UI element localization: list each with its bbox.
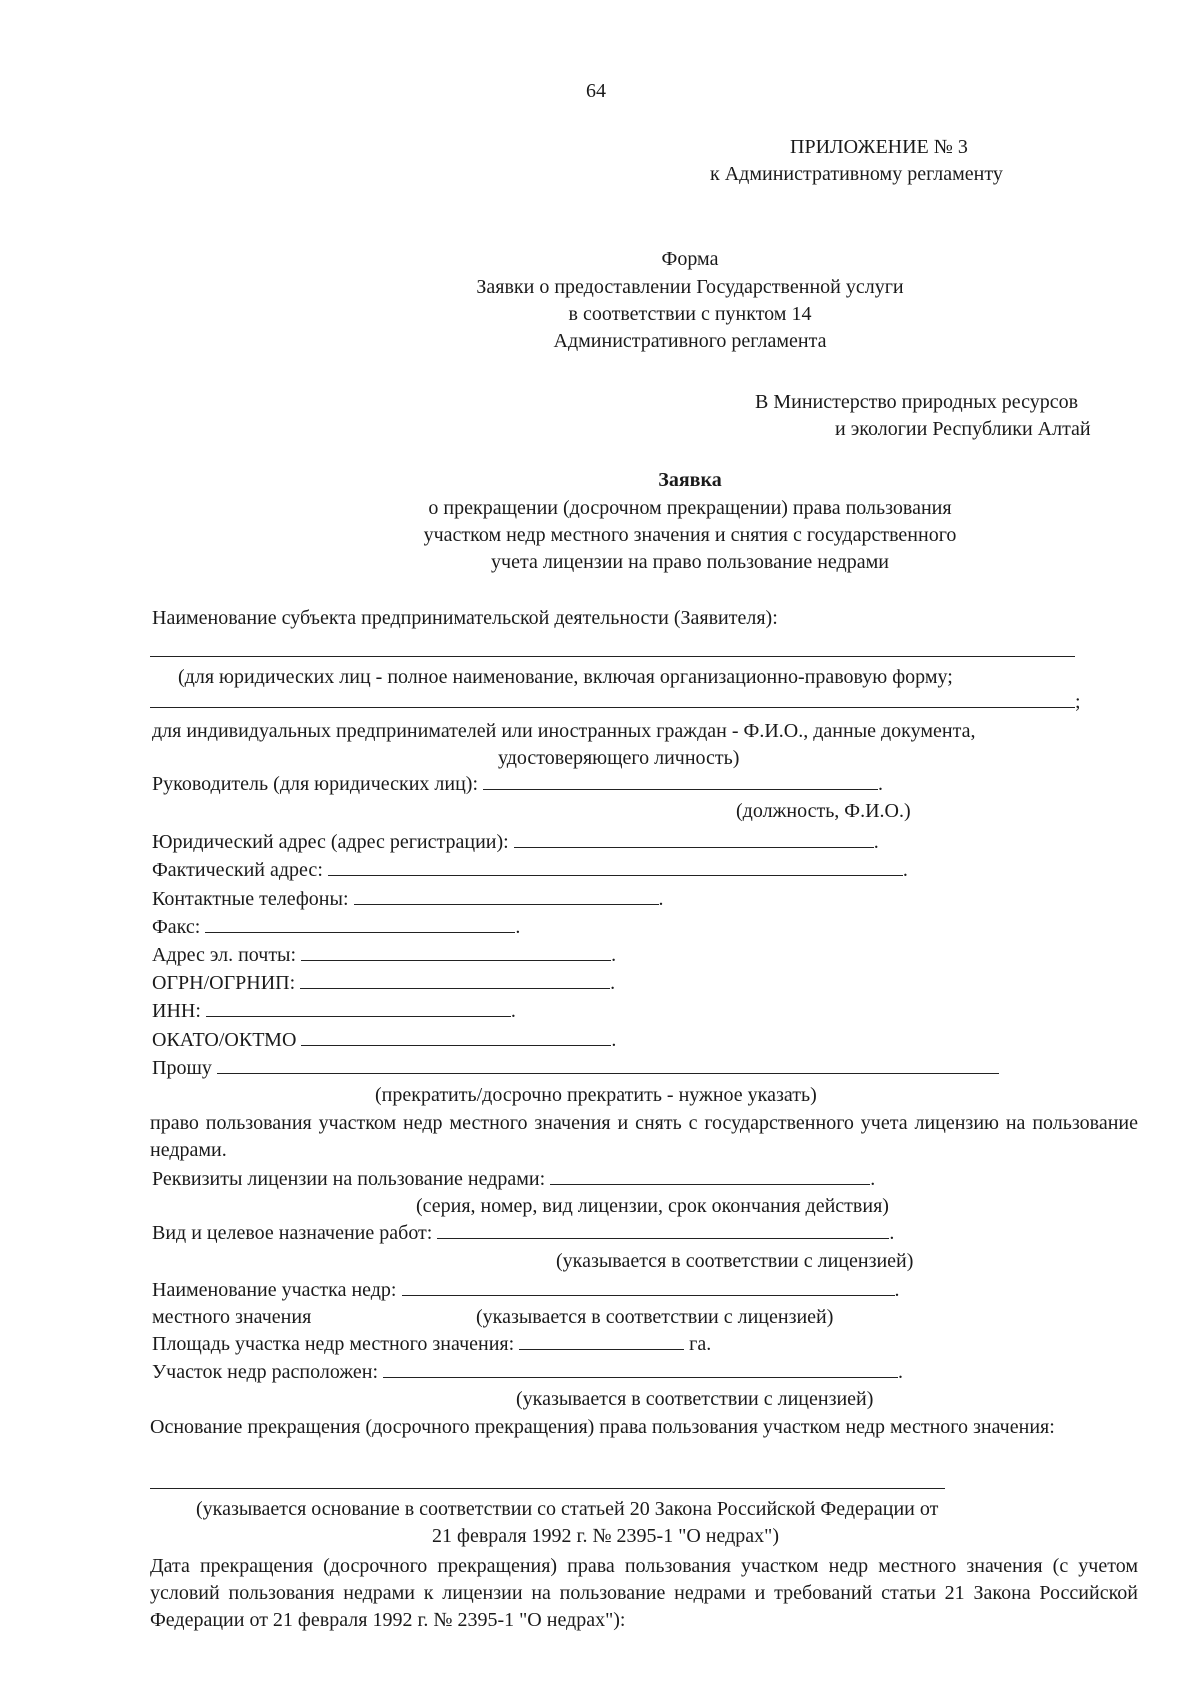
actual-address-row [152, 857, 908, 884]
head-hint: (должность, Ф.И.О.) [736, 800, 911, 822]
form-header-line-4: Административного регламента [553, 330, 827, 352]
head-row [152, 771, 883, 798]
location-row [152, 1359, 903, 1386]
applicant-name-line[interactable] [150, 656, 1075, 657]
area-row [152, 1331, 711, 1358]
individual-hint-1: для индивидуальных предпринимателей или иностранных граждан - Ф.И.О., данные документа, [152, 720, 976, 742]
addressee-line-1: В Министерство природных ресурсов [755, 391, 1079, 413]
period-mark: . [515, 916, 521, 938]
request-text: право пользования участком недр местного значения и снять с государственного учета лицензию на пользование недрами. [150, 1112, 1138, 1161]
actual-address-label: Фактический адрес: [152, 859, 323, 881]
individual-hint-2: удостоверяющего личность) [498, 747, 740, 769]
okato-row [152, 1027, 616, 1054]
phones-row [152, 886, 664, 913]
period-mark: . [878, 773, 884, 795]
applicant-name-label: Наименование субъекта предпринимательской деятельности (Заявителя): [152, 607, 778, 629]
request-label: Прошу [152, 1057, 212, 1079]
area-unit: га. [689, 1333, 712, 1355]
period-mark: . [610, 972, 616, 994]
license-details-label: Реквизиты лицензии на пользование недрами: [152, 1168, 546, 1190]
site-name-hint: (указывается в соответствии с лицензией) [476, 1306, 834, 1328]
inn-label: ИНН: [152, 1000, 201, 1022]
period-mark: . [902, 859, 908, 881]
period-mark: . [873, 831, 879, 853]
application-subtitle-3: учета лицензии на право пользование недрами [491, 551, 889, 573]
legal-address-input-line[interactable] [514, 829, 874, 848]
email-input-line[interactable] [301, 942, 611, 961]
termination-basis-hint-1: (указывается основание в соответствии со статьей 20 Закона Российской Федерации от [196, 1498, 939, 1520]
site-name-row [152, 1277, 900, 1304]
application-title: Заявка [658, 469, 722, 491]
location-hint: (указывается в соответствии с лицензией) [516, 1388, 874, 1410]
legal-address-label: Юридический адрес (адрес регистрации): [152, 831, 509, 853]
fax-row [152, 914, 520, 941]
ogrn-row [152, 970, 615, 997]
phones-input-line[interactable] [354, 886, 659, 905]
license-details-hint: (серия, номер, вид лицензии, срок окончания действия) [416, 1195, 889, 1217]
semicolon-mark: ; [1075, 691, 1081, 713]
inn-input-line[interactable] [206, 998, 511, 1017]
period-mark: . [658, 888, 664, 910]
termination-basis-label: Основание прекращения (досрочного прекращения) права пользования участком недр местного значения: [150, 1416, 1055, 1438]
fax-label: Факс: [152, 916, 201, 938]
period-mark: . [870, 1168, 876, 1190]
area-label: Площадь участка недр местного значения: [152, 1333, 515, 1355]
request-row [152, 1055, 999, 1082]
head-input-line[interactable] [483, 771, 878, 790]
period-mark: . [894, 1279, 900, 1301]
form-header-line-3: в соответствии с пунктом 14 [568, 303, 812, 325]
email-row [152, 942, 616, 969]
work-type-row [152, 1220, 894, 1247]
fax-input-line[interactable] [205, 914, 515, 933]
location-label: Участок недр расположен: [152, 1361, 379, 1383]
work-type-input-line[interactable] [437, 1220, 889, 1239]
applicant-name-line-2[interactable] [150, 707, 1075, 708]
site-name-label-2: местного значения [152, 1306, 312, 1328]
period-mark: . [510, 1000, 516, 1022]
actual-address-input-line[interactable] [328, 857, 903, 876]
form-header-line-1: Форма [661, 248, 719, 270]
location-input-line[interactable] [383, 1359, 898, 1378]
period-mark: . [611, 1029, 617, 1051]
form-header-line-2: Заявки о предоставлении Государственной услуги [476, 276, 904, 298]
ogrn-label: ОГРН/ОГРНИП: [152, 972, 296, 994]
legal-address-row [152, 829, 879, 856]
license-details-row [152, 1166, 875, 1193]
period-mark: . [898, 1361, 904, 1383]
termination-basis-line[interactable] [150, 1488, 945, 1489]
inn-row [152, 998, 516, 1025]
phones-label: Контактные телефоны: [152, 888, 349, 910]
site-name-label: Наименование участка недр: [152, 1279, 397, 1301]
appendix-title: ПРИЛОЖЕНИЕ № 3 [790, 136, 968, 158]
legal-entity-hint: (для юридических лиц - полное наименование, включая организационно-правовую форму; [178, 666, 953, 688]
area-input-line[interactable] [519, 1331, 684, 1350]
request-hint: (прекратить/досрочно прекратить - нужное указать) [375, 1084, 817, 1106]
termination-date-text: Дата прекращения (досрочного прекращения) права пользования участком недр местного значения (с учетом условий пользования недрами к лицензии на пользование недрами и требований статьи 21 Закона Российской Федерации от 21 февраля 1992 г. № 2395-1 "О недрах"): [150, 1555, 1138, 1631]
period-mark: . [889, 1222, 895, 1244]
application-subtitle-1: о прекращении (досрочном прекращении) права пользования [428, 497, 952, 519]
site-name-input-line[interactable] [402, 1277, 895, 1296]
termination-basis-hint-2: 21 февраля 1992 г. № 2395-1 "О недрах") [432, 1525, 780, 1547]
page-number: 64 [586, 80, 606, 102]
head-label: Руководитель (для юридических лиц): [152, 773, 479, 795]
license-details-input-line[interactable] [550, 1166, 870, 1185]
okato-label: ОКАТО/ОКТМО [152, 1029, 297, 1051]
email-label: Адрес эл. почты: [152, 944, 297, 966]
okato-input-line[interactable] [301, 1027, 611, 1046]
work-type-hint: (указывается в соответствии с лицензией) [556, 1250, 914, 1272]
appendix-subtitle: к Административному регламенту [710, 163, 1003, 185]
work-type-label: Вид и целевое назначение работ: [152, 1222, 433, 1244]
period-mark: . [611, 944, 617, 966]
addressee-line-2: и экологии Республики Алтай [835, 418, 1091, 440]
ogrn-input-line[interactable] [300, 970, 610, 989]
application-subtitle-2: участком недр местного значения и снятия с государственного [423, 524, 957, 546]
request-input-line[interactable] [217, 1055, 999, 1074]
